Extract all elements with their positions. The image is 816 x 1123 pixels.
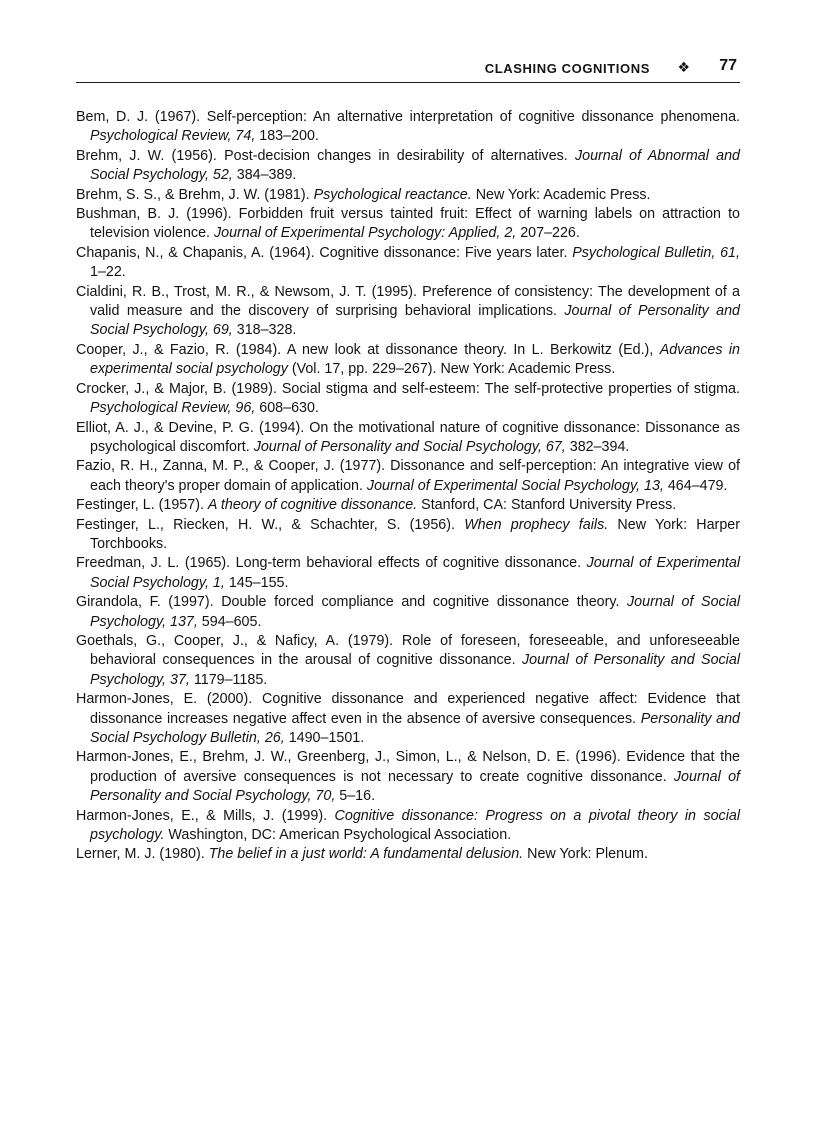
reference-text: Stanford, CA: Stanford University Press. bbox=[417, 497, 677, 514]
reference-text: Freedman, J. L. (1965). Long-term behavioral effects of cognitive dissonance. bbox=[76, 555, 587, 572]
reference-source-italic: Psychological Bulletin, 61, bbox=[572, 244, 740, 261]
reference-entry bbox=[76, 845, 740, 864]
reference-entry bbox=[76, 186, 740, 205]
reference-source-italic: The belief in a just world: A fundamental delusion. bbox=[208, 846, 524, 863]
reference-source-italic: Journal of Social Psychology, 137, bbox=[90, 594, 740, 630]
reference-text: 382–394. bbox=[565, 438, 630, 455]
reference-text: Elliot, A. J., & Devine, P. G. (1994). On the motivational nature of cognitive dissonance: Dissonance as psychological discomfort. bbox=[76, 419, 740, 455]
running-head-title: CLASHING COGNITIONS bbox=[484, 61, 650, 76]
reference-text: Brehm, J. W. (1956). Post-decision changes in desirability of alternatives. bbox=[76, 147, 575, 164]
reference-entry bbox=[76, 380, 740, 419]
reference-source-italic: Journal of Personality and Social Psychology, 69, bbox=[90, 303, 740, 339]
reference-text: 384–389. bbox=[232, 167, 297, 184]
diamond-ornament-icon: ❖ bbox=[677, 59, 690, 75]
reference-text: Harmon-Jones, E., Brehm, J. W., Greenberg, J., Simon, L., & Nelson, D. E. (1996). Evidence that the production of aversive consequences is not necessary to create cognitive dissonance. bbox=[76, 749, 740, 785]
reference-text: Bushman, B. J. (1996). Forbidden fruit versus tainted fruit: Effect of warning labels on attraction to television violence. bbox=[76, 206, 740, 242]
reference-text: Cooper, J., & Fazio, R. (1984). A new look at dissonance theory. In L. Berkowitz (Ed.), bbox=[76, 341, 660, 358]
reference-entry bbox=[76, 205, 740, 244]
reference-text: 464–479. bbox=[663, 477, 728, 494]
reference-text: 145–155. bbox=[224, 574, 289, 591]
reference-text: Girandola, F. (1997). Double forced compliance and cognitive dissonance theory. bbox=[76, 594, 628, 611]
reference-entry bbox=[76, 419, 740, 458]
reference-text: New York: Academic Press. bbox=[471, 186, 651, 203]
reference-entry bbox=[76, 554, 740, 593]
reference-list bbox=[76, 108, 740, 865]
reference-text: Festinger, L., Riecken, H. W., & Schachter, S. (1956). bbox=[76, 516, 465, 533]
reference-text: 5–16. bbox=[335, 788, 376, 805]
reference-source-italic: Journal of Experimental Social Psychology, 1, bbox=[90, 555, 740, 591]
reference-text: Fazio, R. H., Zanna, M. P., & Cooper, J. (1977). Dissonance and self-perception: An integrative view of each theory's proper domain of application. bbox=[76, 458, 740, 494]
reference-source-italic: Personality and Social Psychology Bulletin, 26, bbox=[90, 710, 740, 746]
reference-text: Cialdini, R. B., Trost, M. R., & Newsom, J. T. (1995). Preference of consistency: The development of a valid measure and the discovery of surprising behavioral implications. bbox=[76, 283, 740, 320]
reference-entry bbox=[76, 593, 740, 632]
reference-text: 1–22. bbox=[90, 264, 126, 281]
reference-text: 608–630. bbox=[255, 400, 319, 417]
reference-source-italic: Psychological Review, 96, bbox=[90, 400, 256, 417]
reference-source-italic: Journal of Personality and Social Psychology, 70, bbox=[90, 768, 740, 805]
reference-source-italic: Journal of Personality and Social Psychology, 37, bbox=[90, 652, 740, 688]
reference-text: Harmon-Jones, E., & Mills, J. (1999). bbox=[76, 807, 335, 824]
reference-source-italic: Journal of Experimental Social Psychology, 13, bbox=[366, 477, 664, 494]
reference-entry bbox=[76, 516, 740, 555]
reference-source-italic: Advances in experimental social psychology bbox=[90, 341, 740, 378]
reference-text: 207–226. bbox=[516, 225, 580, 242]
reference-source-italic: A theory of cognitive dissonance. bbox=[207, 497, 418, 514]
reference-text: 1490–1501. bbox=[284, 730, 365, 746]
reference-entry bbox=[76, 632, 740, 690]
reference-text: Goethals, G., Cooper, J., & Naficy, A. (1979). Role of foreseen, foreseeable, and unforeseeable behavioral consequences in the arousal of cognitive dissonance. bbox=[76, 632, 740, 669]
reference-text: Washington, DC: American Psychological Association. bbox=[164, 827, 512, 844]
reference-source-italic: Journal of Personality and Social Psychology, 67, bbox=[253, 438, 566, 455]
reference-text: 1179–1185. bbox=[189, 671, 268, 688]
reference-entry bbox=[76, 108, 740, 147]
reference-entry bbox=[76, 807, 740, 846]
reference-source-italic: Psychological Review, 74, bbox=[90, 128, 256, 145]
reference-source-italic: Journal of Experimental Psychology: Applied, 2, bbox=[213, 225, 517, 242]
reference-source-italic: When prophecy fails. bbox=[464, 516, 609, 533]
reference-text: New York: Harper Torchbooks. bbox=[90, 516, 740, 552]
reference-text: Harmon-Jones, E. (2000). Cognitive dissonance and experienced negative affect: Evidence that dissonance increases negative affect even in the absence of aversive consequences. bbox=[76, 691, 740, 727]
reference-text: 183–200. bbox=[255, 128, 319, 145]
reference-text: Brehm, S. S., & Brehm, J. W. (1981). bbox=[76, 186, 314, 203]
reference-source-italic: Journal of Abnormal and Social Psychology, 52, bbox=[90, 147, 741, 184]
reference-entry bbox=[76, 244, 740, 283]
reference-text: Lerner, M. J. (1980). bbox=[76, 846, 209, 863]
reference-source-italic: Psychological reactance. bbox=[313, 186, 472, 203]
reference-text: New York: Plenum. bbox=[523, 846, 648, 863]
reference-entry bbox=[76, 341, 740, 380]
reference-entry bbox=[76, 457, 740, 496]
reference-text: Chapanis, N., & Chapanis, A. (1964). Cognitive dissonance: Five years later. bbox=[76, 244, 573, 261]
reference-entry bbox=[76, 147, 740, 186]
reference-text: Festinger, L. (1957). bbox=[76, 497, 208, 514]
reference-text: (Vol. 17, pp. 229–267). New York: Academic Press. bbox=[287, 361, 616, 378]
reference-text: Crocker, J., & Major, B. (1989). Social stigma and self-esteem: The self-protective properties of stigma. bbox=[76, 380, 740, 397]
reference-entry bbox=[76, 690, 740, 748]
reference-entry bbox=[76, 748, 740, 806]
reference-entry bbox=[76, 283, 740, 341]
reference-source-italic: Cognitive dissonance: Progress on a pivotal theory in social psychology. bbox=[90, 807, 740, 844]
reference-entry bbox=[76, 496, 740, 515]
reference-text: Bem, D. J. (1967). Self-perception: An alternative interpretation of cognitive dissonance phenomena. bbox=[76, 109, 740, 125]
running-header bbox=[76, 56, 740, 83]
reference-text: 318–328. bbox=[232, 322, 297, 339]
page-number: 77 bbox=[719, 57, 737, 74]
reference-text: 594–605. bbox=[197, 613, 262, 630]
